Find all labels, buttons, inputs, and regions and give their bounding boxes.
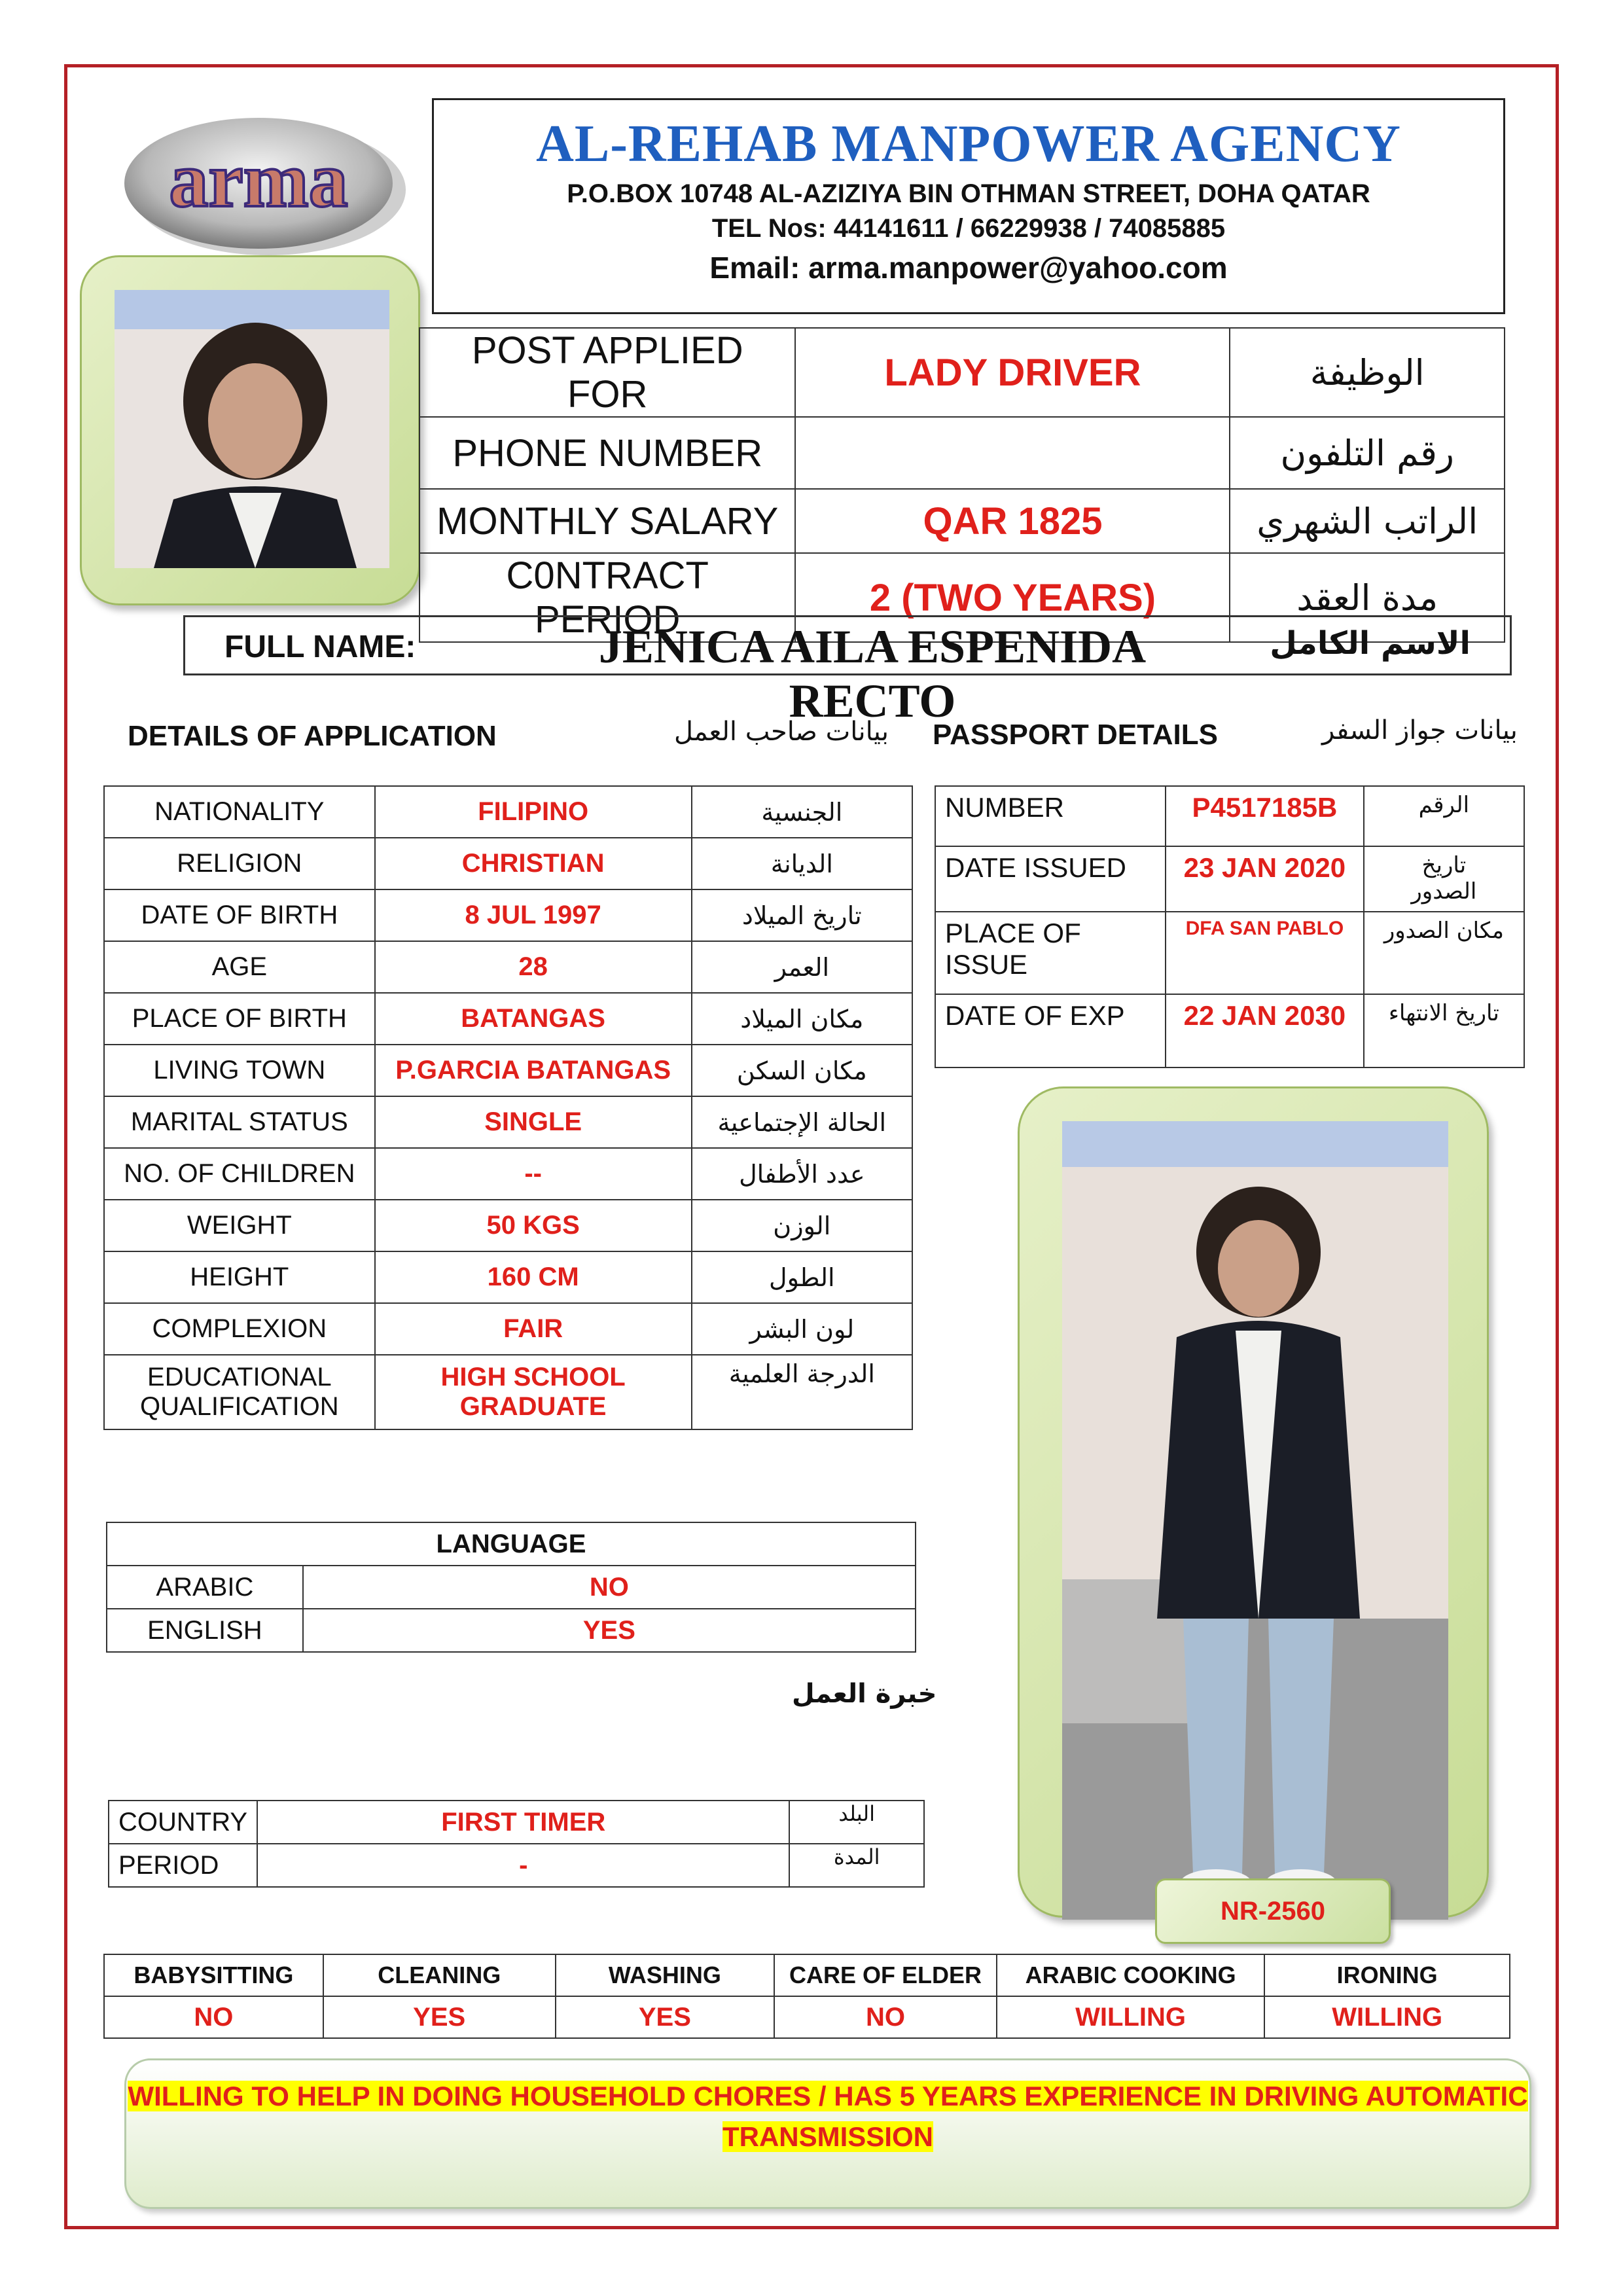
salary-value: QAR 1825 <box>795 489 1230 553</box>
full-name-value: JENICA AILA ESPENIDA RECTO <box>598 620 1147 727</box>
skill-label: CLEANING <box>323 1954 556 1996</box>
cell-value: 23 JAN 2020 <box>1166 846 1364 912</box>
cell-label: COUNTRY <box>109 1801 257 1844</box>
education-value-line: HIGH SCHOOL <box>440 1363 626 1391</box>
table-row <box>107 1566 916 1609</box>
skill-label: ARABIC COOKING <box>997 1954 1265 1996</box>
cell-label-ar: الجنسية <box>692 786 912 838</box>
post-value: LADY DRIVER <box>795 328 1230 417</box>
cell-label: NATIONALITY <box>104 786 375 838</box>
remarks-line: TRANSMISSION <box>722 2121 933 2152</box>
table-row <box>104 838 912 889</box>
cell-label-ar: مكان الميلاد <box>692 993 912 1045</box>
remarks-box <box>124 2058 1531 2209</box>
cell-label-ar: مكان السكن <box>692 1045 912 1096</box>
cell-value: 8 JUL 1997 <box>375 889 692 941</box>
ar-line: تاريخ <box>1421 852 1467 878</box>
cell-value: FAIR <box>375 1303 692 1355</box>
table-row <box>104 1148 912 1200</box>
passport-details-table <box>935 785 1525 1068</box>
application-title: DETAILS OF APPLICATION <box>128 720 497 752</box>
table-row <box>104 889 912 941</box>
phone-value <box>795 417 1230 489</box>
phone-label: PHONE NUMBER <box>419 417 795 489</box>
cell-value: BATANGAS <box>375 993 692 1045</box>
table-row <box>935 912 1524 994</box>
contract-label-ar: مدة العقد <box>1230 553 1505 642</box>
cell-value: 160 CM <box>375 1251 692 1303</box>
cell-label-ar: عدد الأطفال <box>692 1148 912 1200</box>
label-line: ISSUE <box>945 949 1028 980</box>
cell-label <box>104 1355 375 1429</box>
reference-number-badge: NR-2560 <box>1155 1878 1391 1944</box>
agency-header <box>432 98 1505 314</box>
post-label-ar: الوظيفة <box>1230 328 1505 417</box>
remarks-line: WILLING TO HELP IN DOING HOUSEHOLD CHORES / HAS 5 YEARS EXPERIENCE IN DRIVING AUTOMATIC <box>128 2081 1528 2111</box>
table-row <box>935 786 1524 846</box>
ar-line: الصدور <box>1411 878 1477 905</box>
full-name-label: FULL NAME: <box>224 630 416 664</box>
language-value: YES <box>303 1609 916 1652</box>
skill-value: NO <box>104 1996 323 2038</box>
language-table <box>106 1522 916 1653</box>
passport-title: PASSPORT DETAILS <box>933 719 1218 751</box>
cell-label: PLACE OF BIRTH <box>104 993 375 1045</box>
cell-label-ar: الدرجة العلمية <box>692 1355 912 1429</box>
cell-label: PERIOD <box>109 1844 257 1887</box>
table-row <box>107 1522 916 1566</box>
full-body-photo <box>1062 1121 1448 1920</box>
contract-value: 2 (TWO YEARS) <box>795 553 1230 642</box>
education-label-line: EDUCATIONAL <box>147 1363 332 1391</box>
cell-label-ar: تاريخ الميلاد <box>692 889 912 941</box>
logo-text: arma <box>169 136 348 223</box>
cell-label: RELIGION <box>104 838 375 889</box>
cell-value: P.GARCIA BATANGAS <box>375 1045 692 1096</box>
job-summary-table <box>419 327 1505 643</box>
cell-label-ar: المدة <box>789 1844 924 1887</box>
full-name-box <box>183 615 1512 727</box>
education-value-line: GRADUATE <box>459 1392 607 1421</box>
language-value: NO <box>303 1566 916 1609</box>
table-row <box>104 1954 1510 1996</box>
table-row <box>109 1801 924 1844</box>
table-row <box>104 1045 912 1096</box>
cell-label: WEIGHT <box>104 1200 375 1251</box>
cell-value: P4517185B <box>1166 786 1364 846</box>
salary-label: MONTHLY SALARY <box>419 489 795 553</box>
cell-label-ar: الطول <box>692 1251 912 1303</box>
table-row <box>419 417 1505 489</box>
skill-label: BABYSITTING <box>104 1954 323 1996</box>
cell-value: FILIPINO <box>375 786 692 838</box>
agency-logo <box>118 98 432 262</box>
portrait-photo <box>115 290 389 568</box>
cell-label: NO. OF CHILDREN <box>104 1148 375 1200</box>
skill-value: NO <box>774 1996 997 2038</box>
table-row <box>109 1844 924 1887</box>
cell-label-ar: لون البشر <box>692 1303 912 1355</box>
cell-label: DATE OF BIRTH <box>104 889 375 941</box>
agency-email: Email: arma.manpower@yahoo.com <box>709 251 1228 285</box>
language-label: ENGLISH <box>107 1609 303 1652</box>
table-row <box>104 993 912 1045</box>
cell-label: MARITAL STATUS <box>104 1096 375 1148</box>
cell-value: -- <box>375 1148 692 1200</box>
cell-value: 28 <box>375 941 692 993</box>
cell-label: COMPLEXION <box>104 1303 375 1355</box>
skill-label: WASHING <box>556 1954 775 1996</box>
cell-value: - <box>257 1844 789 1887</box>
cell-value: SINGLE <box>375 1096 692 1148</box>
table-row <box>935 846 1524 912</box>
skill-label: CARE OF ELDER <box>774 1954 997 1996</box>
cell-label: AGE <box>104 941 375 993</box>
cell-value: 50 KGS <box>375 1200 692 1251</box>
table-row <box>104 1096 912 1148</box>
cell-label-ar: البلد <box>789 1801 924 1844</box>
cell-label-ar: الحالة الإجتماعية <box>692 1096 912 1148</box>
application-details-table <box>103 785 913 1430</box>
cell-value <box>375 1355 692 1429</box>
table-row <box>104 1200 912 1251</box>
cell-label: DATE OF EXP <box>935 994 1166 1067</box>
cell-label-ar: الوزن <box>692 1200 912 1251</box>
cell-label-ar <box>1364 846 1524 912</box>
cell-label: LIVING TOWN <box>104 1045 375 1096</box>
agency-name: AL-REHAB MANPOWER AGENCY <box>536 115 1401 173</box>
cell-label <box>935 912 1166 994</box>
table-row <box>104 1355 912 1429</box>
table-row <box>104 1996 1510 2038</box>
table-row <box>104 1303 912 1355</box>
table-row <box>419 328 1505 417</box>
table-row <box>104 941 912 993</box>
cell-label-ar: مكان الصدور <box>1364 912 1524 994</box>
skill-value: WILLING <box>997 1996 1265 2038</box>
work-experience-title-ar: خبرة العمل <box>792 1679 937 1709</box>
skill-label: IRONING <box>1264 1954 1510 1996</box>
salary-label-ar: الراتب الشهري <box>1230 489 1505 553</box>
table-row <box>104 1251 912 1303</box>
skill-value: YES <box>556 1996 775 2038</box>
cell-label: HEIGHT <box>104 1251 375 1303</box>
agency-phone: TEL Nos: 44141611 / 66229938 / 74085885 <box>711 214 1226 243</box>
skill-value: WILLING <box>1264 1996 1510 2038</box>
language-label: ARABIC <box>107 1566 303 1609</box>
cell-value: CHRISTIAN <box>375 838 692 889</box>
cell-label-ar: تاريخ الانتهاء <box>1364 994 1524 1067</box>
portrait-photo-frame <box>80 255 420 605</box>
application-title-ar: بيانات صاحب العمل <box>674 717 889 747</box>
cell-label: NUMBER <box>935 786 1166 846</box>
skills-table <box>103 1954 1510 2039</box>
cell-label-ar: الرقم <box>1364 786 1524 846</box>
agency-address: P.O.BOX 10748 AL-AZIZIYA BIN OTHMAN STREET, DOHA QATAR <box>567 179 1370 208</box>
cell-label-ar: الديانة <box>692 838 912 889</box>
cell-value: 22 JAN 2030 <box>1166 994 1364 1067</box>
table-row <box>107 1609 916 1652</box>
cell-value: DFA SAN PABLO <box>1166 912 1364 994</box>
passport-title-ar: بيانات جواز السفر <box>1322 715 1518 745</box>
contract-label: C0NTRACT PERIOD <box>419 553 795 642</box>
skill-value: YES <box>323 1996 556 2038</box>
table-row <box>935 994 1524 1067</box>
full-body-photo-frame <box>1018 1086 1489 1918</box>
table-row <box>104 786 912 838</box>
cell-value: FIRST TIMER <box>257 1801 789 1844</box>
table-row <box>419 489 1505 553</box>
cell-label-ar: العمر <box>692 941 912 993</box>
post-label: POST APPLIED FOR <box>419 328 795 417</box>
education-label-line: QUALIFICATION <box>139 1392 339 1421</box>
work-experience-table <box>108 1800 925 1888</box>
language-title: LANGUAGE <box>107 1522 916 1566</box>
full-name-label-ar: الاسم الكامل <box>1270 625 1471 662</box>
phone-label-ar: رقم التلفون <box>1230 417 1505 489</box>
label-line: PLACE OF <box>945 918 1081 948</box>
cell-label: DATE ISSUED <box>935 846 1166 912</box>
